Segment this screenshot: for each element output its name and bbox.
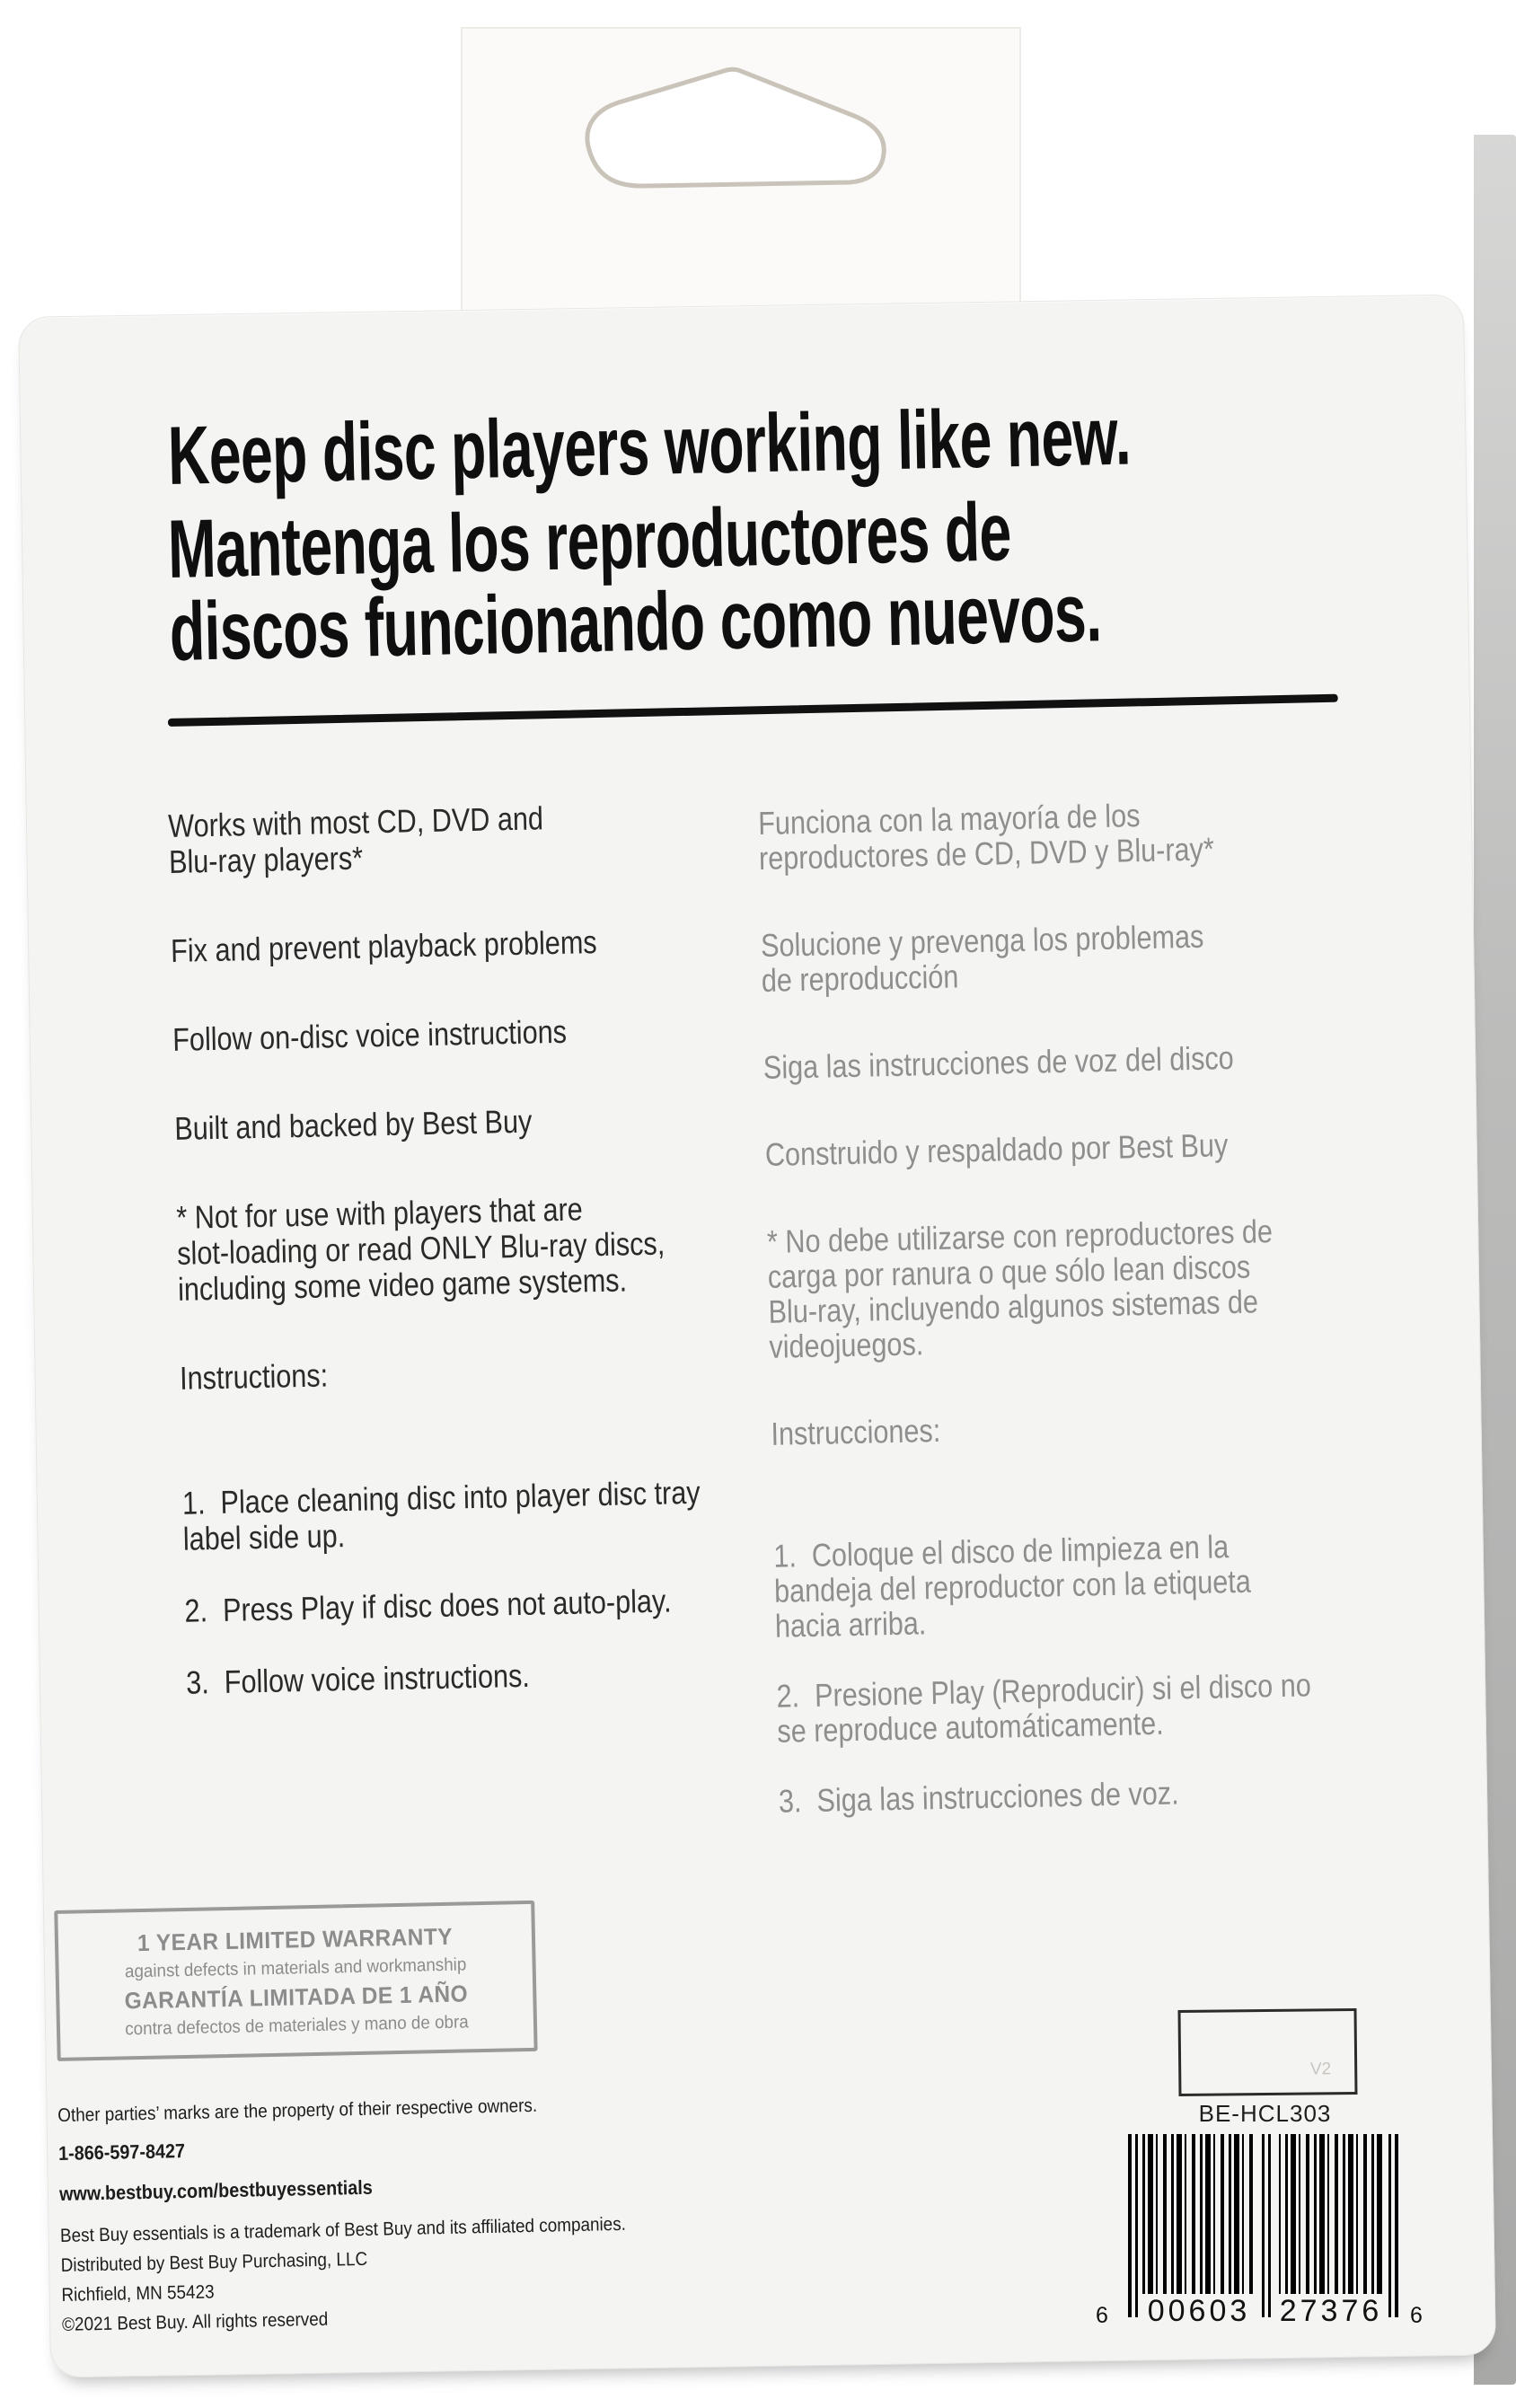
other-marks-note: Other parties’ marks are the property of their respective owners. (57, 2095, 538, 2126)
instructions-title-en: Instructions: (179, 1356, 329, 1397)
warranty-box (54, 1901, 537, 2061)
barcode-digit-right: 6 (1410, 2303, 1423, 2328)
barcode-guard-mid-2 (1268, 2134, 1271, 2317)
version-sticker-box (1178, 2008, 1358, 2096)
instruction-step-es-1: 1. Coloque el disco de limpieza en la bandeja del reproductor con la etiqueta hacia arriba. (772, 1528, 1252, 1645)
barcode-guard-left-2 (1135, 2134, 1138, 2317)
feature-es-2: Solucione y prevenga los problemas de reproducción (760, 917, 1204, 999)
barcode-guard-mid-1 (1262, 2134, 1265, 2317)
barcode-digits-group1: 00603 (1147, 2294, 1251, 2328)
support-url: www.bestbuy.com/bestbuyessentials (58, 2175, 374, 2205)
version-label: V2 (1309, 2060, 1332, 2079)
instruction-step-en-3: 3. Follow voice instructions. (185, 1656, 531, 1701)
features-column-spanish (757, 757, 1406, 1888)
instruction-step-es-2: 2. Presione Play (Reproducir) si el disco no se reproduce automáticamente. (776, 1666, 1312, 1750)
support-phone: 1-866-597-8427 (57, 2139, 186, 2165)
feature-es-1: Funciona con la mayoría de los reproductores de CD, DVD y Blu-ray* (757, 797, 1215, 877)
barcode (1096, 2134, 1423, 2345)
features-column-english (167, 760, 783, 1773)
instruction-steps-es (772, 1490, 1406, 1854)
instruction-step-en-1: 1. Place cleaning disc into player disc tray label side up. (181, 1473, 701, 1557)
headline-spanish: Mantenga los reproductores de discos funcionando como nuevos. (166, 486, 1103, 678)
instruction-steps-en (181, 1437, 783, 1737)
instructions-title-es: Instrucciones: (771, 1411, 941, 1452)
instruction-step-en-2: 2. Press Play if disc does not auto-play. (184, 1582, 672, 1629)
feature-en-2: Fix and prevent playback problems (170, 923, 598, 969)
barcode-bars-right (1277, 2134, 1383, 2294)
instruction-step-es-3: 3. Siga las instrucciones de voz. (778, 1774, 1180, 1820)
distribution-note: Best Buy essentials is a trademark of Best Buy and its affiliated companies. Distributed by Best Buy Purchasing, LLC Richfield, MN 55423 ©2021 Best Buy. All rights reserved (59, 2213, 627, 2335)
feature-en-4: Built and backed by Best Buy (173, 1102, 533, 1147)
feature-en-1: Works with most CD, DVD and Blu-ray players* (167, 799, 544, 880)
model-number: BE-HCL303 (1198, 2100, 1332, 2127)
feature-en-3: Follow on-disc voice instructions (172, 1012, 568, 1058)
headline-divider (168, 694, 1338, 727)
warranty-sub-es: contra defectos de materiales y mano de obra (125, 2011, 469, 2039)
barcode-digits-group2: 27376 (1279, 2294, 1383, 2328)
barcode-bars-left (1142, 2134, 1257, 2294)
feature-es-3: Siga las instrucciones de voz del disco (762, 1038, 1235, 1086)
barcode-digit-left: 6 (1096, 2303, 1108, 2328)
feature-en-footnote: * Not for use with players that are slot-loading or read ONLY Blu-ray discs, including some video game systems. (175, 1190, 665, 1308)
legal-block (57, 2088, 870, 2340)
feature-es-4: Construido y respaldado por Best Buy (764, 1126, 1229, 1173)
barcode-guard-right-1 (1388, 2134, 1391, 2317)
warranty-title-en: 1 YEAR LIMITED WARRANTY (137, 1922, 454, 1956)
barcode-guard-left-1 (1128, 2134, 1132, 2317)
barcode-guard-right-2 (1395, 2134, 1398, 2317)
warranty-title-es: GARANTÍA LIMITADA DE 1 AÑO (124, 1979, 469, 2014)
warranty-sub-en: against defects in materials and workmanship (124, 1954, 467, 1981)
headline-english: Keep disc players working like new. (166, 390, 1132, 502)
feature-es-footnote: * No debe utilizarse con reproductores de carga por ranura o que sólo lean discos Blu-ray, incluyendo algunos sistemas de videojuegos. (766, 1213, 1274, 1365)
